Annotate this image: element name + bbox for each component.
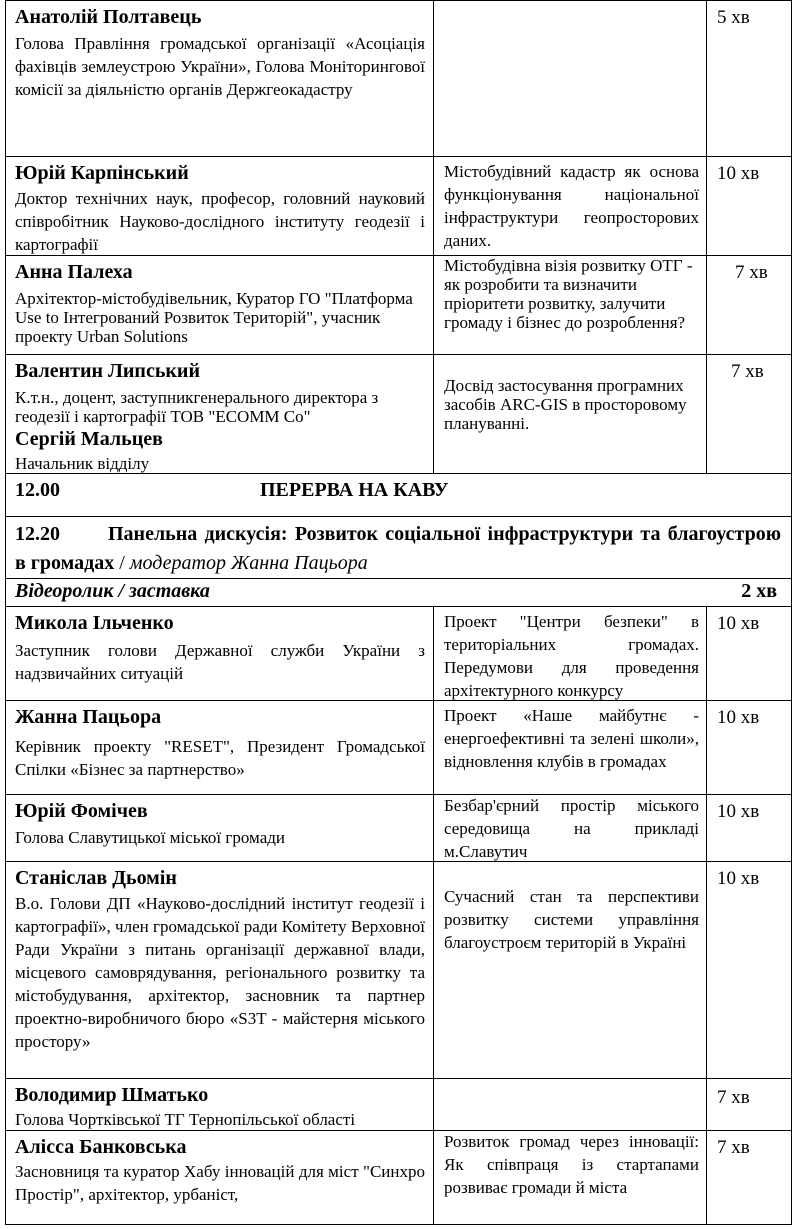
- panel-moderator: модератор Жанна Пацьора: [129, 552, 368, 574]
- topic-text: Містобудівна візія розвитку ОТГ - як розробити та визначити пріоритети розвитку, залучити громаду і бізнес до розроблення?: [444, 256, 693, 332]
- program-table: [5, 0, 791, 1229]
- table-border-left: [5, 0, 6, 1225]
- speaker-cell: [5, 1130, 433, 1225]
- time-cell: [706, 861, 791, 1078]
- panel-title: Панельна дискусія: Розвиток соціальної інфраструктури та благоустрою в громадах: [15, 523, 781, 574]
- row-divider: [5, 0, 791, 1]
- table-row: [5, 861, 791, 1078]
- duration: 7 хв: [717, 1087, 750, 1108]
- topic-cell: [433, 0, 706, 156]
- row-divider: [5, 578, 791, 579]
- speaker-name: Анатолій Полтавець: [15, 6, 202, 28]
- speaker-name: Юрій Карпінський: [15, 162, 189, 184]
- topic-text: Розвиток громад через інновації: Як співпраця із стартапами розвиває громади й міста: [444, 1132, 699, 1197]
- row-divider: [5, 1078, 791, 1079]
- speaker-description: В.о. Голови ДП «Науково-дослідний інститут геодезії і картографії», член громадської ради Комітету Верховної Ради України з питань організації державної влади, місцевого самоврядування, регіонального розвитку та містобудування, архітектор, засновник та партнер проектно-виробничого бюро «S3T - майстерня міського простору»: [15, 894, 425, 1051]
- speaker-cell: [5, 0, 433, 156]
- time-cell: [706, 1130, 791, 1225]
- panel-separator: /: [114, 552, 130, 574]
- speaker-description: Начальник відділу: [15, 454, 150, 473]
- speaker-name: Володимир Шматько: [15, 1084, 209, 1106]
- speaker-name: Алісса Банковська: [15, 1136, 187, 1158]
- table-row: [5, 354, 791, 473]
- topic-cell: [433, 861, 706, 1078]
- speaker-cell: [5, 156, 433, 255]
- break-title: ПЕРЕРВА НА КАВУ: [260, 479, 449, 501]
- speaker-name: Сергій Мальцев: [15, 428, 163, 450]
- break-time: 12.00: [15, 479, 60, 501]
- topic-cell: [433, 700, 706, 794]
- row-divider: [5, 606, 791, 607]
- table-row: [5, 606, 791, 700]
- table-row: [5, 794, 791, 861]
- topic-cell: [433, 1078, 706, 1130]
- row-divider: [5, 156, 791, 157]
- video-row: [5, 578, 791, 606]
- table-row: [5, 156, 791, 255]
- speaker-cell: [5, 861, 433, 1078]
- video-label: Відеоролик / заставка: [15, 580, 210, 602]
- duration: 10 хв: [717, 163, 760, 184]
- row-divider: [5, 1130, 791, 1131]
- speaker-cell: [5, 1078, 433, 1130]
- speaker-name: Жанна Пацьора: [15, 706, 162, 728]
- speaker-name: Анна Палеха: [15, 261, 133, 283]
- topic-text: Містобудівний кадастр як основа функціонування національної інфраструктури геопросторових даних.: [444, 162, 699, 250]
- topic-text: Досвід застосування програмних засобів ARC-GIS в просторовому плануванні.: [444, 376, 687, 433]
- table-row: [5, 0, 791, 156]
- speaker-name: Юрій Фомічев: [15, 800, 148, 822]
- speaker-description: Засновниця та куратор Хабу інновацій для міст "Синхро Простір", архітектор, урбаніст,: [15, 1162, 425, 1204]
- table-border-right: [791, 0, 792, 1225]
- time-cell: [706, 255, 791, 354]
- speaker-description: Голова Чортківської ТГ Тернопільської області: [15, 1110, 356, 1129]
- speaker-name: Станіслав Дьомін: [15, 867, 177, 889]
- speaker-name: Валентин Липський: [15, 360, 200, 382]
- panel-time: 12.20: [15, 523, 60, 545]
- time-cell: [706, 606, 791, 700]
- row-divider: [5, 516, 791, 517]
- table-row: [5, 1078, 791, 1130]
- speaker-cell: [5, 794, 433, 861]
- table-row: [5, 700, 791, 794]
- duration: 7 хв: [735, 262, 768, 283]
- speaker-cell: [5, 255, 433, 354]
- row-divider: [5, 861, 791, 862]
- topic-cell: [433, 606, 706, 700]
- duration: 10 хв: [717, 707, 760, 728]
- topic-text: Безбар'єрний простір міського середовища на прикладі м.Славутич: [444, 796, 699, 861]
- coffee-break-row: [5, 473, 791, 516]
- row-divider: [5, 1224, 791, 1225]
- topic-cell: [433, 1130, 706, 1225]
- speaker-cell: [5, 354, 433, 473]
- topic-text: Сучасний стан та перспективи розвитку системи управління благоустроєм територій в Україні: [444, 887, 699, 952]
- speaker-description: К.т.н., доцент, заступникгенерального директора з геодезії і картографії ТОВ "ECOMM Co": [15, 388, 379, 426]
- topic-cell: [433, 354, 706, 473]
- speaker-description: Керівник проекту "RESET", Президент Громадської Спілки «Бізнес за партнерство»: [15, 737, 425, 779]
- row-divider: [5, 473, 791, 474]
- topic-cell: [433, 156, 706, 255]
- time-cell: [706, 354, 791, 473]
- speaker-description: Голова Славутицької міської громади: [15, 828, 285, 847]
- speaker-description: Доктор технічних наук, професор, головний науковий співробітник Науково-дослідного інституту геодезії і картографії: [15, 189, 425, 254]
- speaker-name: Микола Ільченко: [15, 612, 174, 634]
- topic-cell: [433, 794, 706, 861]
- time-cell: [706, 1078, 791, 1130]
- table-row: [5, 255, 791, 354]
- topic-text: Проект "Центри безпеки" в територіальних громадах. Передумови для проведення архітектурного конкурсу: [444, 612, 699, 700]
- time-cell: [706, 700, 791, 794]
- speaker-description: Заступник голови Державної служби України з надзвичайних ситуацій: [15, 641, 425, 683]
- time-cell: [706, 0, 791, 156]
- speaker-cell: [5, 606, 433, 700]
- topic-cell: [433, 255, 706, 354]
- speaker-description: Архітектор-містобудівельник, Куратор ГО "Платформа Use to Інтегрований Розвиток Територій", учасник проекту Urban Solutions: [15, 289, 413, 346]
- row-divider: [5, 700, 791, 701]
- duration: 7 хв: [731, 361, 764, 382]
- speaker-cell: [5, 700, 433, 794]
- time-cell: [706, 794, 791, 861]
- time-cell: [706, 156, 791, 255]
- panel-row: [5, 516, 791, 578]
- table-row: [5, 1130, 791, 1225]
- duration: 5 хв: [717, 7, 750, 28]
- duration: 10 хв: [717, 868, 760, 889]
- row-divider: [5, 354, 791, 355]
- speaker-description: Голова Правління громадської організації «Асоціація фахівців землеустрою України», Голова Моніторингової комісії за діяльністю органів Держгеокадастру: [15, 34, 425, 99]
- duration: 10 хв: [717, 613, 760, 634]
- topic-text: Проект «Наше майбутнє - енергоефективні та зелені школи», відновлення клубів в громадах: [444, 706, 699, 771]
- row-divider: [5, 255, 791, 256]
- duration: 7 хв: [717, 1137, 750, 1158]
- row-divider: [5, 794, 791, 795]
- duration: 10 хв: [717, 801, 760, 822]
- video-duration: 2 хв: [741, 580, 777, 602]
